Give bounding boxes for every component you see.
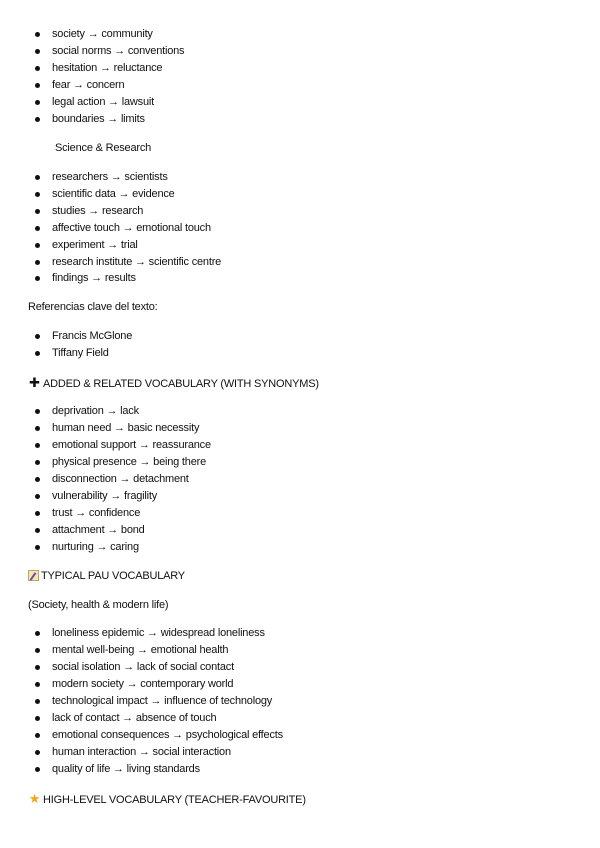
added-vocab-heading bbox=[28, 374, 319, 391]
list-item: findings → results bbox=[52, 270, 136, 287]
memo-icon bbox=[28, 570, 39, 581]
science-heading: Science & Research bbox=[55, 142, 152, 154]
heavy-plus-icon: ✚ bbox=[29, 375, 40, 390]
list-item: researchers → scientists bbox=[52, 169, 168, 186]
list-item: Francis McGlone bbox=[52, 328, 132, 345]
list-item: boundaries → limits bbox=[52, 111, 145, 128]
list-item: trust → confidence bbox=[52, 505, 140, 522]
list-item: social isolation → lack of social contact bbox=[52, 659, 234, 676]
pau-vocab-subheading: (Society, health & modern life) bbox=[28, 599, 169, 611]
list-item: human interaction → social interaction bbox=[52, 744, 231, 761]
list-item: disconnection → detachment bbox=[52, 471, 189, 488]
list-item: legal action → lawsuit bbox=[52, 94, 154, 111]
list-item: human need → basic necessity bbox=[52, 420, 199, 437]
high-level-vocab-heading-text: HIGH-LEVEL VOCABULARY (TEACHER-FAVOURITE) bbox=[43, 794, 306, 806]
list-item: hesitation → reluctance bbox=[52, 60, 162, 77]
list-item: technological impact → influence of technology bbox=[52, 693, 272, 710]
list-item: modern society → contemporary world bbox=[52, 676, 233, 693]
list-item: vulnerability → fragility bbox=[52, 488, 157, 505]
list-item: Tiffany Field bbox=[52, 345, 109, 362]
references-heading: Referencias clave del texto: bbox=[28, 301, 158, 313]
list-item: lack of contact → absence of touch bbox=[52, 710, 216, 727]
list-item: affective touch → emotional touch bbox=[52, 220, 211, 237]
list-item: emotional consequences → psychological effects bbox=[52, 727, 283, 744]
list-item: nurturing → caring bbox=[52, 539, 139, 556]
pau-vocab-heading bbox=[28, 568, 185, 585]
high-level-vocab-heading bbox=[28, 790, 306, 807]
list-item: experiment → trial bbox=[52, 237, 138, 254]
list-item: quality of life → living standards bbox=[52, 761, 200, 778]
list-item: mental well-being → emotional health bbox=[52, 642, 228, 659]
list-item: deprivation → lack bbox=[52, 403, 139, 420]
pau-vocab-heading-text: TYPICAL PAU VOCABULARY bbox=[41, 570, 185, 582]
list-item: loneliness epidemic → widespread loneliness bbox=[52, 625, 265, 642]
list-item: research institute → scientific centre bbox=[52, 254, 221, 271]
list-item: scientific data → evidence bbox=[52, 186, 175, 203]
list-item: physical presence → being there bbox=[52, 454, 206, 471]
list-item: studies → research bbox=[52, 203, 143, 220]
added-vocab-heading-text: ADDED & RELATED VOCABULARY (WITH SYNONYMS) bbox=[43, 378, 319, 390]
list-item: society → community bbox=[52, 26, 153, 43]
list-item: emotional support → reassurance bbox=[52, 437, 211, 454]
star-icon: ★ bbox=[28, 791, 41, 806]
list-item: social norms → conventions bbox=[52, 43, 184, 60]
list-item: attachment → bond bbox=[52, 522, 145, 539]
list-item: fear → concern bbox=[52, 77, 124, 94]
